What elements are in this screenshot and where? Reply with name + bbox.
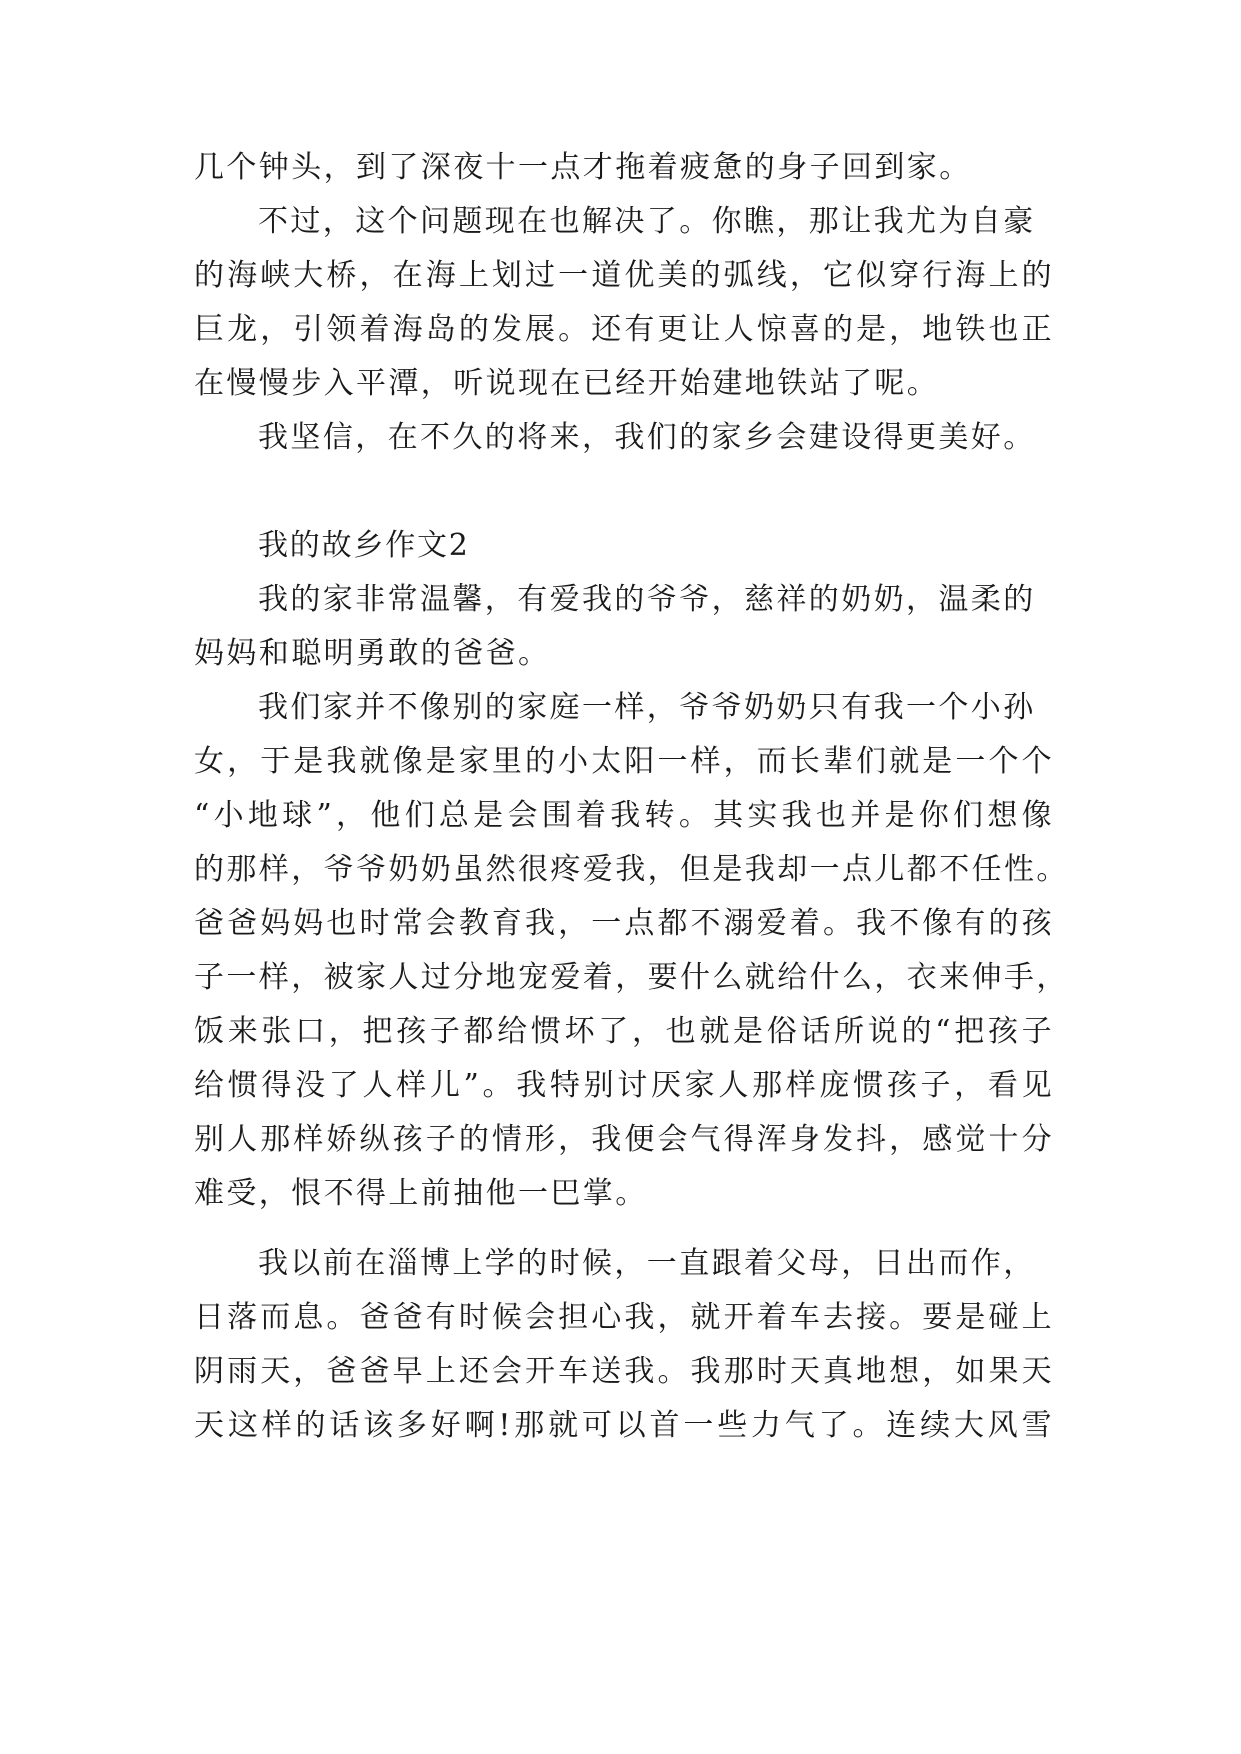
text-line: 我坚信，在不久的将来，我们的家乡会建设得更美好。 [258, 420, 1036, 455]
text-line: 几个钟头，到了深夜十一点才拖着疲惫的身子回到家。 [194, 150, 972, 185]
text-line: 我以前在淄博上学的时候，一直跟着父母，日出而作， [258, 1246, 1036, 1281]
text-line: “小地球”，他们总是会围着我转。其实我也并是你们想像 [194, 798, 1054, 833]
text-line: 的那样，爷爷奶奶虽然很疼爱我，但是我却一点儿都不任性。 [194, 852, 1069, 887]
text-line: 难受，恨不得上前抽他一巴掌。 [194, 1176, 648, 1211]
text-line: 女，于是我就像是家里的小太阳一样，而长辈们就是一个个 [194, 744, 1054, 779]
text-line: 巨龙，引领着海岛的发展。还有更让人惊喜的是，地铁也正 [194, 312, 1054, 347]
text-line: 饭来张口，把孩子都给惯坏了，也就是俗话所说的“把孩子 [194, 1014, 1054, 1049]
text-line: 在慢慢步入平潭，听说现在已经开始建地铁站了呢。 [194, 366, 940, 401]
text-line: 子一样，被家人过分地宠爱着，要什么就给什么，衣来伸手， [194, 960, 1069, 995]
text-line: 别人那样娇纵孩子的情形，我便会气得浑身发抖，感觉十分 [194, 1122, 1054, 1157]
text-line: 天这样的话该多好啊!那就可以首一些力气了。连续大风雪 [194, 1408, 1054, 1443]
text-line: 不过，这个问题现在也解决了。你瞧，那让我尤为自豪 [258, 204, 1036, 239]
text-line: 我们家并不像别的家庭一样，爷爷奶奶只有我一个小孙 [258, 690, 1036, 725]
text-line: 阴雨天，爸爸早上还会开车送我。我那时天真地想，如果天 [194, 1354, 1054, 1389]
text-line: 给惯得没了人样儿”。我特别讨厌家人那样庞惯孩子，看见 [194, 1068, 1054, 1103]
text-line: 我的家非常温馨，有爱我的爷爷，慈祥的奶奶，温柔的 [258, 582, 1036, 617]
text-line: 日落而息。爸爸有时候会担心我，就开着车去接。要是碰上 [194, 1300, 1054, 1335]
text-line: 爸爸妈妈也时常会教育我，一点都不溺爱着。我不像有的孩 [194, 906, 1054, 941]
section-heading: 我的故乡作文2 [258, 528, 470, 563]
text-line: 妈妈和聪明勇敢的爸爸。 [194, 636, 551, 671]
text-line: 的海峡大桥，在海上划过一道优美的弧线，它似穿行海上的 [194, 258, 1054, 293]
